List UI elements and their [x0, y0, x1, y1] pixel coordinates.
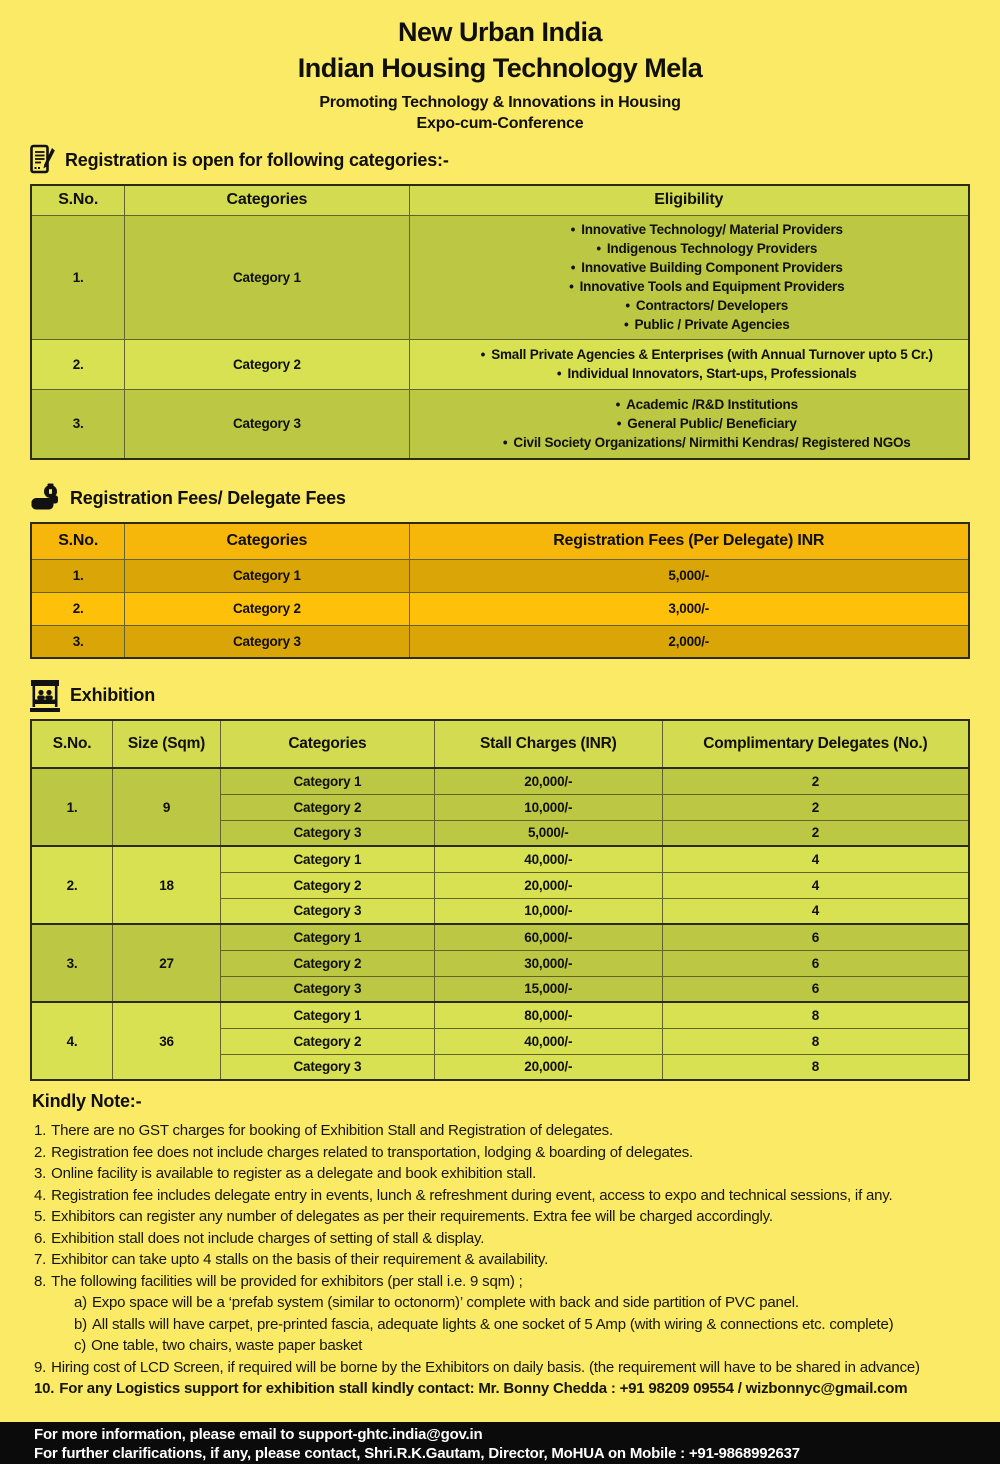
category-cell: Category 2	[125, 339, 409, 389]
eligibility-item: • Civil Society Organizations/ Nirmithi Kendras/ Registered NGOs	[452, 433, 963, 452]
col-header-categories: Categories	[220, 720, 434, 768]
eligibility-item: • Indigenous Technology Providers	[452, 239, 963, 258]
note-number: 5.	[34, 1208, 47, 1225]
delegates-cell: 6	[662, 924, 969, 950]
note-number: c)	[74, 1337, 87, 1354]
main-title-line1: New Urban India	[397, 17, 603, 47]
eligibility-item: • General Public/ Beneficiary	[452, 414, 963, 433]
col-header-categories: Categories	[125, 523, 409, 559]
sno-cell: 4.	[31, 1002, 113, 1080]
note-text: Exhibitors can register any number of delegates as per their requirements. Extra fee will be charged accordingly.	[51, 1208, 773, 1225]
fee-cell: 2,000/-	[409, 625, 969, 658]
note-number: 8.	[34, 1272, 47, 1290]
category-cell: Category 3	[220, 898, 434, 924]
stall-charge-cell: 20,000/-	[434, 1054, 662, 1080]
category-cell: Category 1	[220, 1002, 434, 1028]
kindly-note-section	[32, 1091, 1000, 1400]
sno-cell: 3.	[31, 924, 113, 1002]
note-text: All stalls will have carpet, pre-printed fascia, adequate lights & one socket of 5 Amp (with wiring & connections etc. complete)	[91, 1315, 894, 1333]
exhibition-table-row	[31, 768, 969, 794]
exhibition-stall-icon	[30, 679, 60, 712]
note-line	[32, 1314, 1000, 1336]
registration-fees-table	[30, 522, 970, 659]
note-line	[32, 1228, 1000, 1250]
notes-list	[32, 1120, 1000, 1400]
note-number: 2.	[34, 1143, 47, 1161]
kindly-note-heading: Kindly Note:-	[32, 1091, 142, 1111]
note-text: For any Logistics support for exhibition stall kindly contact: Mr. Bonny Chedda : +91 98209 09554 / wizbonnyc@gmail.com	[59, 1380, 908, 1397]
category-cell: Category 2	[220, 950, 434, 976]
delegates-cell: 4	[662, 872, 969, 898]
note-number: 9.	[34, 1358, 47, 1376]
delegates-cell: 2	[662, 794, 969, 820]
eligibility-cell	[409, 389, 969, 459]
category-cell: Category 3	[220, 820, 434, 846]
note-number: b)	[74, 1315, 87, 1333]
delegates-cell: 8	[662, 1002, 969, 1028]
fees-table-row	[31, 625, 969, 658]
col-header-sno: S.No.	[31, 720, 113, 768]
note-text: Hiring cost of LCD Screen, if required will be borne by the Exhibitors on daily basis. (the requirement will have to be shared in advance)	[51, 1358, 920, 1376]
note-text: Online facility is available to register as a delegate and book exhibition stall.	[51, 1165, 537, 1182]
note-line	[32, 1292, 1000, 1314]
note-number: 10.	[34, 1380, 55, 1397]
sno-cell: 1.	[31, 215, 125, 339]
registration-section-label: Registration is open for following categories:-	[65, 149, 449, 170]
stall-charge-cell: 40,000/-	[434, 846, 662, 872]
delegates-cell: 6	[662, 976, 969, 1002]
note-line	[32, 1206, 1000, 1228]
sno-cell: 2.	[31, 339, 125, 389]
fees-section-heading	[30, 480, 1000, 516]
sno-cell: 1.	[31, 559, 125, 592]
fee-cell: 5,000/-	[409, 559, 969, 592]
stall-charge-cell: 80,000/-	[434, 1002, 662, 1028]
stall-charge-cell: 20,000/-	[434, 872, 662, 898]
note-line	[32, 1357, 1000, 1379]
eligibility-list	[410, 216, 969, 338]
eligibility-cell	[409, 215, 969, 339]
registration-categories-table	[30, 184, 970, 460]
exhibition-table-row	[31, 846, 969, 872]
size-cell: 36	[113, 1002, 221, 1080]
note-text: Registration fee does not include charges related to transportation, lodging & boarding of delegates.	[51, 1143, 694, 1161]
note-text: Expo space will be a ‘prefab system (similar to octonorm)’ complete with back and side partition of PVC panel.	[91, 1294, 799, 1311]
delegates-cell: 2	[662, 820, 969, 846]
registration-table-header-row	[31, 185, 969, 215]
sno-cell: 3.	[31, 625, 125, 658]
note-text: Registration fee includes delegate entry in events, lunch & refreshment during event, access to expo and technical sessions, if any.	[51, 1186, 893, 1204]
col-header-fees: Registration Fees (Per Delegate) INR	[409, 523, 969, 559]
fees-hand-money-icon	[30, 483, 60, 514]
delegates-cell: 6	[662, 950, 969, 976]
category-cell: Category 2	[220, 794, 434, 820]
category-cell: Category 2	[125, 592, 409, 625]
note-text: Exhibitor can take upto 4 stalls on the basis of their requirement & availability.	[51, 1251, 549, 1268]
delegates-cell: 4	[662, 846, 969, 872]
eligibility-item: • Individual Innovators, Start-ups, Professionals	[452, 364, 963, 383]
footer-contact-bar	[0, 1422, 1000, 1464]
col-header-sno: S.No.	[31, 523, 125, 559]
note-text: One table, two chairs, waste paper basket	[91, 1337, 363, 1354]
col-header-stall-charges: Stall Charges (INR)	[434, 720, 662, 768]
main-title-line2: Indian Housing Technology Mela	[297, 53, 703, 83]
exhibition-section-label: Exhibition	[70, 684, 155, 705]
eligibility-item: • Academic /R&D Institutions	[452, 395, 963, 414]
exhibition-stall-table	[30, 719, 970, 1081]
note-number: 7.	[34, 1251, 47, 1268]
eligibility-list	[410, 391, 969, 456]
col-header-categories: Categories	[125, 185, 409, 215]
delegates-cell: 4	[662, 898, 969, 924]
note-number: 3.	[34, 1165, 47, 1182]
sno-cell: 2.	[31, 846, 113, 924]
stall-charge-cell: 10,000/-	[434, 898, 662, 924]
registration-form-icon	[30, 144, 55, 176]
fees-table-header-row	[31, 523, 969, 559]
exhibition-table-row	[31, 924, 969, 950]
note-line	[32, 1378, 1000, 1400]
note-text: Exhibition stall does not include charges of setting of stall & display.	[51, 1229, 485, 1247]
col-header-eligibility: Eligibility	[409, 185, 969, 215]
eligibility-item: • Innovative Building Component Providers	[452, 258, 963, 277]
note-line	[32, 1185, 1000, 1207]
category-cell: Category 1	[125, 559, 409, 592]
size-cell: 18	[113, 846, 221, 924]
sno-cell: 1.	[31, 768, 113, 846]
fees-section-label: Registration Fees/ Delegate Fees	[70, 487, 346, 508]
stall-charge-cell: 60,000/-	[434, 924, 662, 950]
size-cell: 9	[113, 768, 221, 846]
eligibility-item: • Contractors/ Developers	[452, 296, 963, 315]
note-number: a)	[74, 1294, 87, 1311]
registration-section-heading	[30, 142, 1000, 178]
delegates-cell: 2	[662, 768, 969, 794]
eligibility-list	[410, 341, 969, 387]
exhibition-section-heading	[30, 677, 1000, 713]
note-line	[32, 1163, 1000, 1185]
col-header-complimentary-delegates: Complimentary Delegates (No.)	[662, 720, 969, 768]
category-cell: Category 1	[220, 924, 434, 950]
category-cell: Category 1	[220, 846, 434, 872]
eligibility-item: • Small Private Agencies & Enterprises (with Annual Turnover upto 5 Cr.)	[452, 345, 963, 364]
note-number: 6.	[34, 1229, 47, 1247]
fees-table-row	[31, 592, 969, 625]
col-header-sno: S.No.	[31, 185, 125, 215]
subtitle-line2: Expo-cum-Conference	[416, 115, 584, 132]
sno-cell: 2.	[31, 592, 125, 625]
fees-table-row	[31, 559, 969, 592]
registration-table-row	[31, 389, 969, 459]
stall-charge-cell: 30,000/-	[434, 950, 662, 976]
category-cell: Category 2	[220, 1028, 434, 1054]
note-line	[32, 1120, 1000, 1142]
footer-phone-line: For further clarifications, if any, please contact, Shri.R.K.Gautam, Director, MoHUA on Mobile : +91-9868992637	[34, 1445, 800, 1462]
category-cell: Category 3	[220, 1054, 434, 1080]
document-header	[0, 0, 1000, 134]
category-cell: Category 1	[125, 215, 409, 339]
note-number: 4.	[34, 1186, 47, 1204]
eligibility-item: • Innovative Tools and Equipment Providers	[452, 277, 963, 296]
stall-charge-cell: 40,000/-	[434, 1028, 662, 1054]
stall-charge-cell: 20,000/-	[434, 768, 662, 794]
sno-cell: 3.	[31, 389, 125, 459]
category-cell: Category 3	[220, 976, 434, 1002]
stall-charge-cell: 15,000/-	[434, 976, 662, 1002]
registration-table-row	[31, 339, 969, 389]
delegates-cell: 8	[662, 1054, 969, 1080]
subtitle-line1: Promoting Technology & Innovations in Housing	[319, 94, 681, 111]
exhibition-table-header-row	[31, 720, 969, 768]
stall-charge-cell: 5,000/-	[434, 820, 662, 846]
col-header-size: Size (Sqm)	[113, 720, 221, 768]
category-cell: Category 1	[220, 768, 434, 794]
category-cell: Category 3	[125, 625, 409, 658]
category-cell: Category 3	[125, 389, 409, 459]
stall-charge-cell: 10,000/-	[434, 794, 662, 820]
category-cell: Category 2	[220, 872, 434, 898]
note-text: There are no GST charges for booking of Exhibition Stall and Registration of delegates.	[51, 1122, 613, 1139]
note-line	[32, 1142, 1000, 1164]
note-text: The following facilities will be provided for exhibitors (per stall i.e. 9 sqm) ;	[51, 1272, 523, 1290]
delegates-cell: 8	[662, 1028, 969, 1054]
note-number: 1.	[34, 1122, 47, 1139]
note-line	[32, 1271, 1000, 1293]
exhibition-table-row	[31, 1002, 969, 1028]
note-line	[32, 1335, 1000, 1357]
size-cell: 27	[113, 924, 221, 1002]
eligibility-item: • Innovative Technology/ Material Providers	[452, 220, 963, 239]
footer-email-line: For more information, please email to support-ghtc.india@gov.in	[34, 1426, 483, 1443]
eligibility-item: • Public / Private Agencies	[452, 315, 963, 334]
eligibility-cell	[409, 339, 969, 389]
note-line	[32, 1249, 1000, 1271]
fee-cell: 3,000/-	[409, 592, 969, 625]
registration-table-row	[31, 215, 969, 339]
